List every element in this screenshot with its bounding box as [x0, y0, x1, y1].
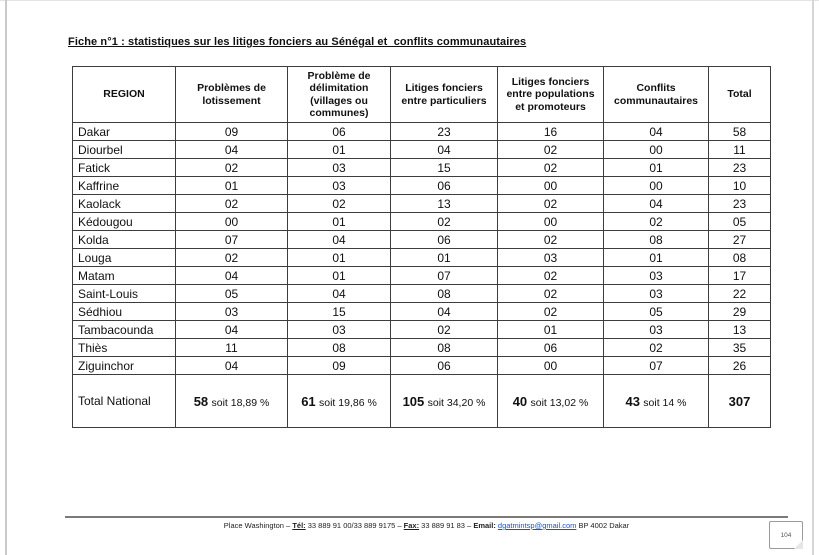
column-header: REGION [73, 67, 176, 123]
value-cell: 00 [498, 357, 604, 375]
value-cell: 05 [604, 303, 709, 321]
value-cell: 02 [498, 231, 604, 249]
page-edge-left [5, 0, 7, 555]
value-cell: 27 [709, 231, 771, 249]
total-value: 105 [402, 393, 425, 409]
footer-address-suffix: BP 4002 Dakar [576, 521, 630, 530]
value-cell: 04 [604, 195, 709, 213]
table-row [73, 267, 771, 285]
value-cell: 02 [498, 303, 604, 321]
value-cell: 15 [288, 303, 391, 321]
header-row [73, 67, 771, 123]
value-cell: 58 [709, 123, 771, 141]
column-header: Conflits communautaires [604, 67, 709, 123]
value-cell: 01 [391, 249, 498, 267]
value-cell: 01 [498, 321, 604, 339]
value-cell: 11 [176, 339, 288, 357]
value-cell: 06 [391, 177, 498, 195]
value-cell: 07 [391, 267, 498, 285]
value-cell: 04 [391, 303, 498, 321]
total-percentage: soit 19,86 % [319, 396, 377, 409]
value-cell: 02 [498, 195, 604, 213]
page-edge-right [812, 0, 814, 555]
value-cell: 03 [604, 321, 709, 339]
region-cell: Kaffrine [73, 177, 176, 195]
value-cell: 15 [391, 159, 498, 177]
total-value: 307 [728, 393, 751, 409]
value-cell: 02 [176, 195, 288, 213]
value-cell: 16 [498, 123, 604, 141]
total-percentage: soit 14 % [643, 396, 687, 409]
value-cell: 00 [176, 213, 288, 231]
value-cell: 09 [288, 357, 391, 375]
value-cell: 08 [709, 249, 771, 267]
value-cell: 08 [391, 339, 498, 357]
value-cell: 03 [288, 159, 391, 177]
table-row [73, 339, 771, 357]
total-percentage: soit 18,89 % [211, 396, 270, 409]
table-row [73, 321, 771, 339]
page-edge-top [0, 0, 819, 1]
value-cell: 23 [709, 159, 771, 177]
region-cell: Diourbel [73, 141, 176, 159]
region-cell: Matam [73, 267, 176, 285]
value-cell: 08 [604, 231, 709, 249]
value-cell: 03 [604, 285, 709, 303]
value-cell: 02 [288, 195, 391, 213]
value-cell: 02 [498, 285, 604, 303]
stats-table [72, 66, 771, 428]
value-cell: 23 [391, 123, 498, 141]
table-row [73, 231, 771, 249]
footer-divider [65, 516, 788, 518]
value-cell: 04 [391, 141, 498, 159]
footer-address: Place Washington – [223, 521, 293, 530]
region-cell: Kédougou [73, 213, 176, 231]
page-number-note [769, 521, 803, 549]
value-cell: 00 [604, 141, 709, 159]
value-cell: 08 [391, 285, 498, 303]
footer-fax-value: 33 889 91 83 – [419, 521, 474, 530]
table-row [73, 123, 771, 141]
value-cell: 02 [498, 141, 604, 159]
value-cell: 04 [176, 141, 288, 159]
total-value-cell [604, 375, 709, 428]
value-cell: 04 [288, 285, 391, 303]
table-row [73, 141, 771, 159]
value-cell: 06 [391, 357, 498, 375]
footer-tel-value: 33 889 91 00/33 889 9175 – [305, 521, 404, 530]
value-cell: 02 [498, 159, 604, 177]
total-value: 61 [301, 393, 316, 409]
value-cell: 03 [288, 177, 391, 195]
value-cell: 05 [176, 285, 288, 303]
value-cell: 01 [288, 141, 391, 159]
footer-email-label: Email: [473, 521, 498, 530]
total-value-cell [709, 375, 771, 428]
document-title: Fiche n°1 : statistiques sur les litiges fonciers au Sénégal et conflits communautaires [68, 36, 527, 48]
value-cell: 13 [709, 321, 771, 339]
value-cell: 00 [498, 213, 604, 231]
region-cell: Kolda [73, 231, 176, 249]
table-header [73, 67, 771, 123]
value-cell: 07 [176, 231, 288, 249]
region-cell: Fatick [73, 159, 176, 177]
value-cell: 03 [288, 321, 391, 339]
value-cell: 09 [176, 123, 288, 141]
region-cell: Sédhiou [73, 303, 176, 321]
table-row [73, 357, 771, 375]
table-row [73, 159, 771, 177]
value-cell: 11 [709, 141, 771, 159]
total-percentage: soit 13,02 % [530, 396, 589, 409]
value-cell: 03 [604, 267, 709, 285]
value-cell: 02 [604, 339, 709, 357]
value-cell: 29 [709, 303, 771, 321]
value-cell: 07 [604, 357, 709, 375]
table-row [73, 249, 771, 267]
value-cell: 04 [176, 321, 288, 339]
region-cell: Louga [73, 249, 176, 267]
value-cell: 01 [288, 213, 391, 231]
value-cell: 10 [709, 177, 771, 195]
value-cell: 04 [176, 357, 288, 375]
value-cell: 23 [709, 195, 771, 213]
value-cell: 26 [709, 357, 771, 375]
value-cell: 22 [709, 285, 771, 303]
region-cell: Tambacounda [73, 321, 176, 339]
email-link[interactable]: dgatmintsp@gmail.com [497, 521, 577, 530]
value-cell: 06 [288, 123, 391, 141]
value-cell: 17 [709, 267, 771, 285]
value-cell: 01 [176, 177, 288, 195]
value-cell: 01 [288, 267, 391, 285]
table-row [73, 195, 771, 213]
column-header: Litiges fonciers entre particuliers [391, 67, 498, 123]
value-cell: 01 [604, 159, 709, 177]
value-cell: 01 [604, 249, 709, 267]
value-cell: 02 [176, 159, 288, 177]
total-label-cell: Total National [73, 375, 176, 428]
total-value: 43 [625, 393, 640, 409]
column-header: Problèmes de lotissement [176, 67, 288, 123]
value-cell: 03 [176, 303, 288, 321]
region-cell: Ziguinchor [73, 357, 176, 375]
total-value: 40 [512, 393, 528, 409]
value-cell: 04 [604, 123, 709, 141]
total-row [73, 375, 771, 428]
total-value-cell [391, 375, 498, 428]
total-percentage: soit 34,20 % [427, 396, 486, 409]
value-cell: 02 [604, 213, 709, 231]
table-row [73, 303, 771, 321]
value-cell: 01 [288, 249, 391, 267]
value-cell: 02 [176, 249, 288, 267]
value-cell: 06 [498, 339, 604, 357]
footer-tel-label: Tél: [292, 521, 306, 530]
value-cell: 00 [604, 177, 709, 195]
region-cell: Saint-Louis [73, 285, 176, 303]
column-header: Litiges fonciers entre populations et promoteurs [498, 67, 604, 123]
total-value: 58 [193, 393, 209, 409]
table-row [73, 177, 771, 195]
region-cell: Thiès [73, 339, 176, 357]
value-cell: 08 [288, 339, 391, 357]
total-value-cell [176, 375, 288, 428]
value-cell: 03 [498, 249, 604, 267]
value-cell: 02 [498, 267, 604, 285]
column-header: Problème de délimitation (villages ou communes) [288, 67, 391, 123]
value-cell: 04 [288, 231, 391, 249]
page-footer [65, 521, 788, 531]
region-cell: Dakar [73, 123, 176, 141]
value-cell: 35 [709, 339, 771, 357]
total-value-cell [288, 375, 391, 428]
value-cell: 06 [391, 231, 498, 249]
table-row [73, 285, 771, 303]
total-value-cell [498, 375, 604, 428]
value-cell: 04 [176, 267, 288, 285]
value-cell: 02 [391, 321, 498, 339]
page-number: 104 [780, 531, 792, 539]
column-header: Total [709, 67, 771, 123]
table-row [73, 213, 771, 231]
folded-corner-icon [794, 540, 803, 549]
value-cell: 00 [498, 177, 604, 195]
value-cell: 05 [709, 213, 771, 231]
value-cell: 13 [391, 195, 498, 213]
footer-fax-label: Fax: [403, 521, 420, 530]
value-cell: 02 [391, 213, 498, 231]
region-cell: Kaolack [73, 195, 176, 213]
